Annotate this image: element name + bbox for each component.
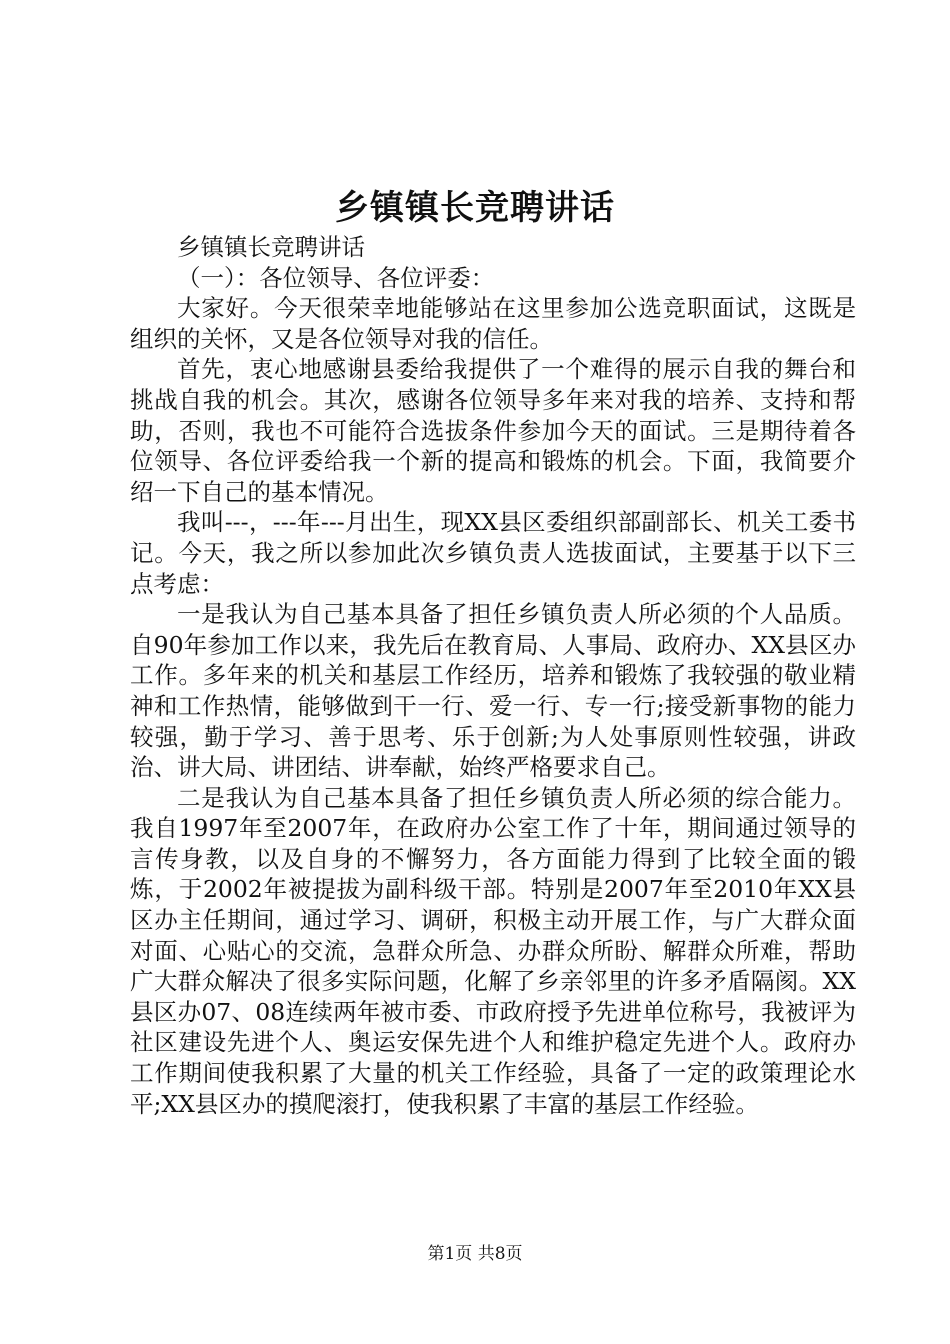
document-body bbox=[130, 232, 856, 1119]
paragraph-salutation: （一）：各位领导、各位评委： bbox=[177, 263, 495, 292]
paragraph-introduction: 我叫---，---年---月出生，现XX县区委组织部副部长、机关工委书记。今天，我之所以参加此次乡镇负责人选拔面试，主要基于以下三点考虑： bbox=[130, 508, 856, 598]
document-title: 乡镇镇长竞聘讲话 bbox=[335, 188, 615, 228]
paragraph-greeting: 大家好。今天很荣幸地能够站在这里参加公选竞职面试，这既是组织的关怀，又是各位领导对我的信任。 bbox=[130, 294, 856, 353]
paragraph-point-two: 二是我认为自己基本具备了担任乡镇负责人所必须的综合能力。我自1997年至2007年，在政府办公室工作了十年，期间通过领导的言传身教，以及自身的不懈努力，各方面能力得到了比较全面的锻炼，于2002年被提拔为副科级干部。特别是2007年至2010年XX县区办主任期间，通过学习、调研，积极主动开展工作，与广大群众面对面、心贴心的交流，急群众所急、办群众所盼、解群众所难，帮助广大群众解决了很多实际问题，化解了乡亲邻里的许多矛盾隔阂。XX县区办07、08连续两年被市委、市政府授予先进单位称号，我被评为社区建设先进个人、奥运安保先进个人和维护稳定先进个人。政府办工作期间使我积累了大量的机关工作经验，具备了一定的政策理论水平;XX县区办的摸爬滚打，使我积累了丰富的基层工作经验。 bbox=[130, 783, 856, 1118]
paragraph-point-one: 一是我认为自己基本具备了担任乡镇负责人所必须的个人品质。自90年参加工作以来，我先后在教育局、人事局、政府办、XX县区办工作。多年来的机关和基层工作经历，培养和锻炼了我较强的敬业精神和工作热情，能够做到干一行、爱一行、专一行;接受新事物的能力较强，勤于学习、善于思考、乐于创新;为人处事原则性较强，讲政治、讲大局、讲团结、讲奉献，始终严格要求自己。 bbox=[130, 600, 856, 782]
paragraph-thanks: 首先，衷心地感谢县委给我提供了一个难得的展示自我的舞台和挑战自我的机会。其次，感谢各位领导多年来对我的培养、支持和帮助，否则，我也不可能符合选拔条件参加今天的面试。三是期待着各位领导、各位评委给我一个新的提高和锻炼的机会。下面，我简要介绍一下自己的基本情况。 bbox=[130, 355, 856, 506]
page-footer: 第1页 共8页 bbox=[427, 1244, 523, 1264]
paragraph-heading: 乡镇镇长竞聘讲话 bbox=[177, 233, 365, 261]
